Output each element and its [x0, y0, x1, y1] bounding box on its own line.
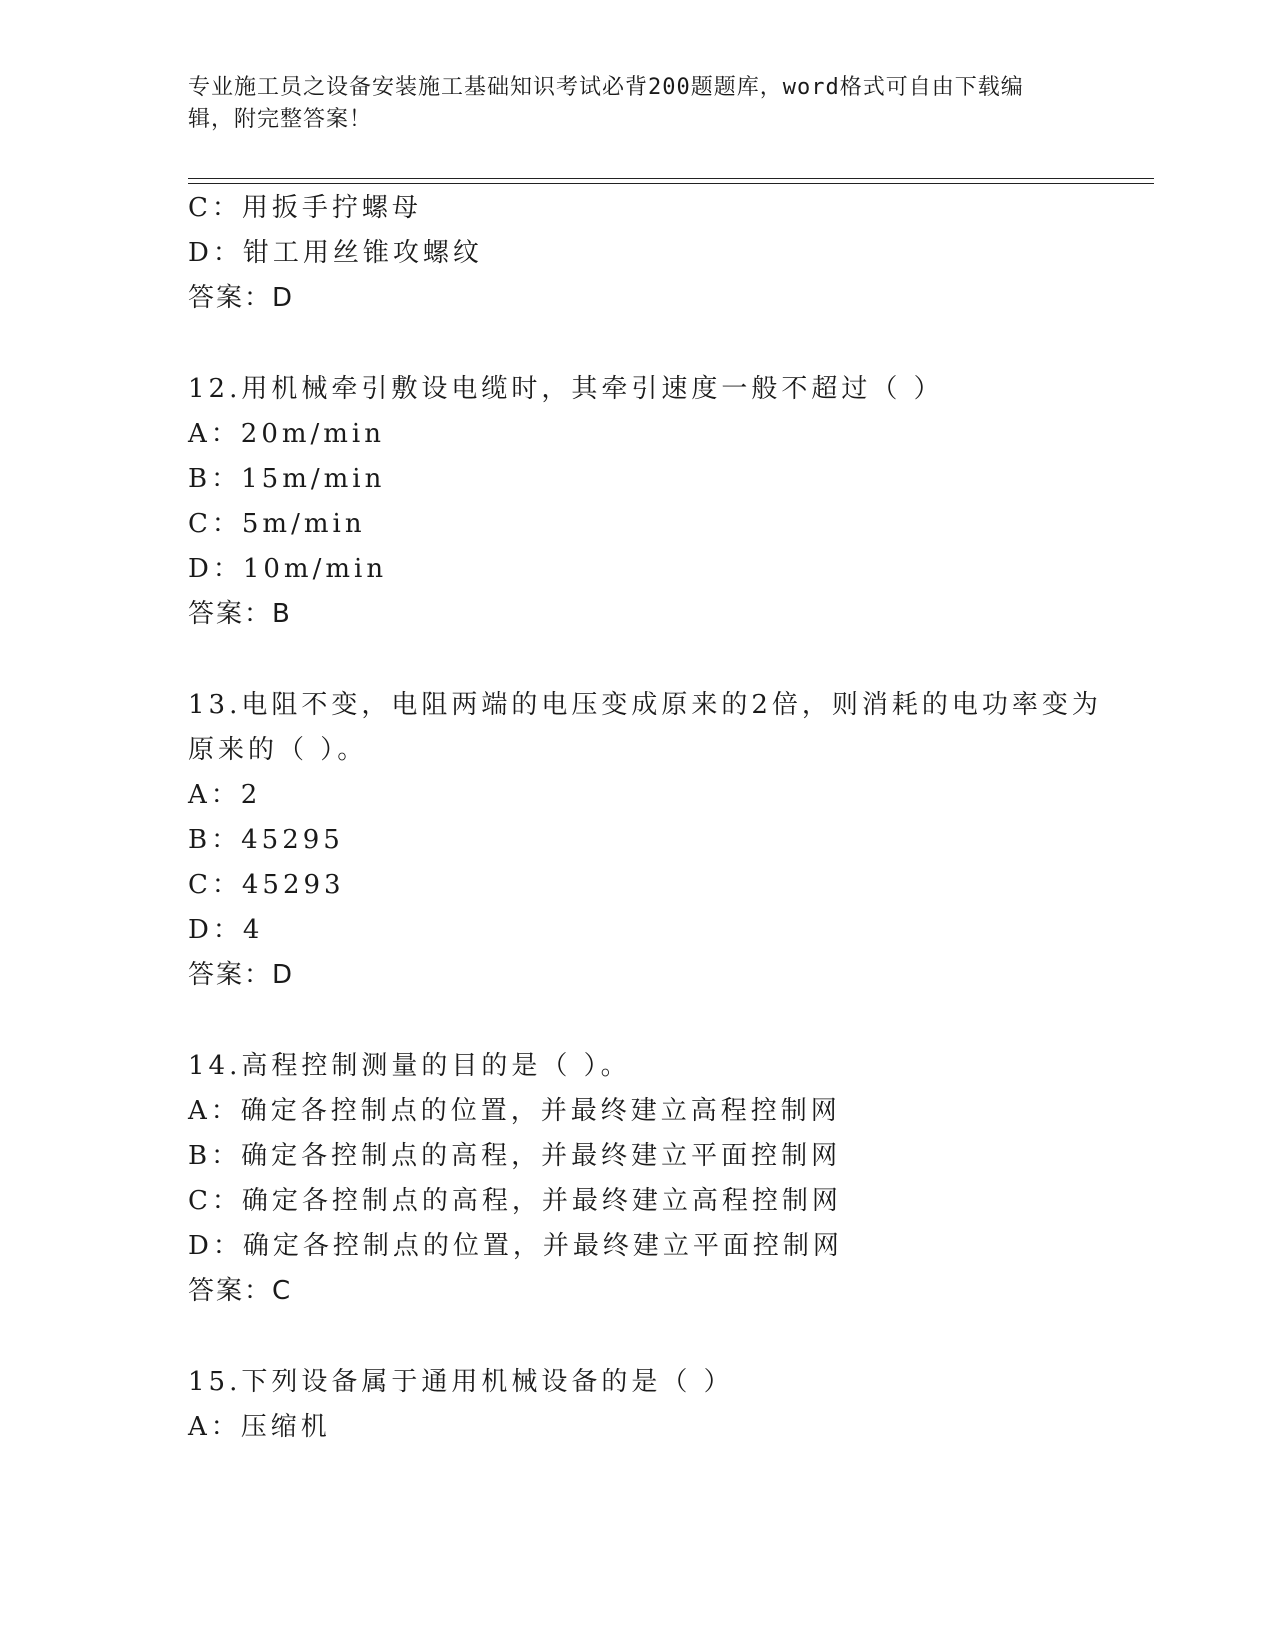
header-divider-bottom [188, 183, 1154, 184]
q13-option-c: C：45293 [188, 870, 345, 900]
q11-option-c: C：用扳手拧螺母 [188, 193, 422, 223]
q14-question: 14.高程控制测量的目的是（ ）。 [188, 1051, 631, 1081]
header-divider-top [188, 178, 1154, 179]
q13-answer: 答案：D [188, 960, 295, 990]
q12-option-d: D：10m/min [188, 554, 388, 584]
q14-option-d: D：确定各控制点的位置，并最终建立平面控制网 [188, 1231, 843, 1261]
q13-option-b: B：45295 [188, 825, 344, 855]
q12-answer: 答案：B [188, 599, 292, 629]
q13-option-d: D：4 [188, 915, 264, 945]
q12-option-b: B：15m/min [188, 464, 386, 494]
q12-option-c: C：5m/min [188, 509, 366, 539]
q15-option-a: A：压缩机 [188, 1412, 331, 1442]
q13-question-line1: 13.电阻不变，电阻两端的电压变成原来的2倍，则消耗的电功率变为 [188, 690, 1102, 720]
q11-answer: 答案：D [188, 283, 295, 313]
q13-question-line2: 原来的（ ）。 [188, 735, 368, 765]
q14-answer: 答案：C [188, 1276, 293, 1306]
q12-question: 12.用机械牵引敷设电缆时，其牵引速度一般不超过（ ） [188, 374, 944, 404]
q14-option-b: B：确定各控制点的高程，并最终建立平面控制网 [188, 1141, 842, 1171]
q13-option-a: A：2 [188, 780, 262, 810]
q14-option-c: C：确定各控制点的高程，并最终建立高程控制网 [188, 1186, 842, 1216]
q14-option-a: A：确定各控制点的位置，并最终建立高程控制网 [188, 1096, 841, 1126]
document-header: 专业施工员之设备安装施工基础知识考试必背200题题库，word格式可自由下载编辑，附完整答案！ [188, 75, 1024, 132]
q11-option-d: D：钳工用丝锥攻螺纹 [188, 238, 483, 268]
q12-option-a: A：20m/min [188, 419, 385, 449]
q15-question: 15.下列设备属于通用机械设备的是（ ） [188, 1367, 734, 1397]
